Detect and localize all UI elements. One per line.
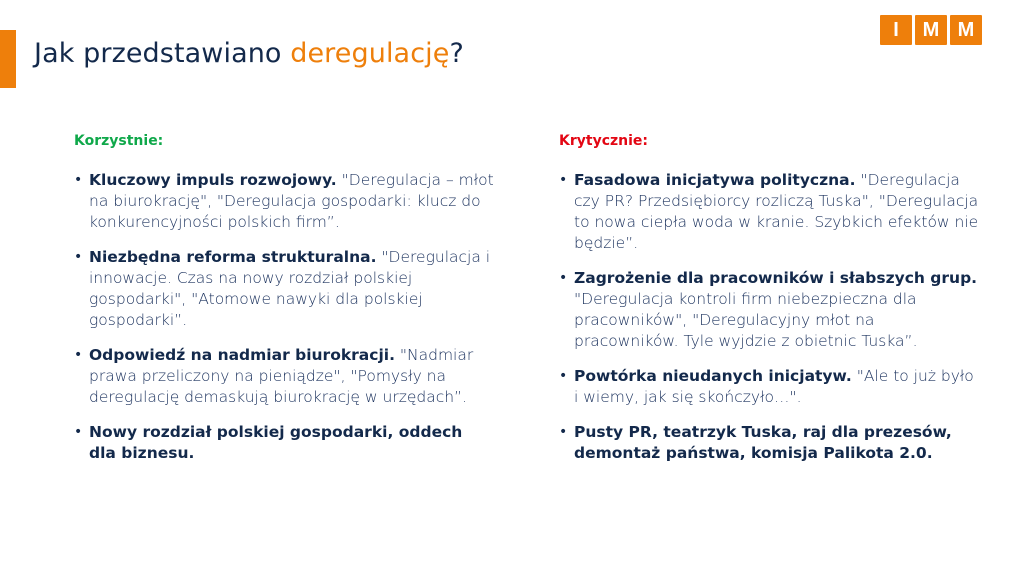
list-item xyxy=(74,345,494,408)
logo-letter-m2: M xyxy=(950,15,982,45)
list-item xyxy=(559,170,979,254)
item-quotes: "Ale to już było i wiemy, jak się skończyło…". xyxy=(574,367,974,406)
positive-list xyxy=(74,170,494,464)
item-quotes: "Nadmiar prawa przeliczony na pieniądze", "Pomysły na deregulację demaskują biurokrację w urzędach”. xyxy=(89,346,474,406)
title-text: Jak przedstawiano xyxy=(34,38,291,69)
item-lead: Fasadowa inicjatywa polityczna. xyxy=(574,171,856,189)
title-question-mark: ? xyxy=(449,38,464,69)
negative-list xyxy=(559,170,979,464)
list-item xyxy=(559,268,979,352)
item-lead: Odpowiedź na nadmiar biurokracji. xyxy=(89,346,395,364)
item-lead: Niezbędna reforma strukturalna. xyxy=(89,248,377,266)
item-quotes: "Deregulacja kontroli firm niebezpieczna dla pracowników", "Deregulacyjny młot na pracowników. Tyle wyjdzie z obietnic Tuska”. xyxy=(574,290,918,350)
title-accent-bar xyxy=(0,30,16,88)
item-quotes: "Deregulacja i innowacje. Czas na nowy rozdział polskiej gospodarki", "Atomowe nawyki dla polskiej gospodarki”. xyxy=(89,248,491,329)
list-item xyxy=(559,422,979,464)
imm-logo xyxy=(880,15,982,45)
item-lead: Pusty PR, teatrzyk Tuska, raj dla prezesów, demontaż państwa, komisja Palikota 2.0. xyxy=(574,423,952,462)
item-lead: Kluczowy impuls rozwojowy. xyxy=(89,171,337,189)
item-quotes: "Deregulacja – młot na biurokrację", "Deregulacja gospodarki: klucz do konkurencyjności polskich firm”. xyxy=(89,171,494,231)
positive-heading: Korzystnie: xyxy=(74,133,164,149)
item-lead: Nowy rozdział polskiej gospodarki, oddech dla biznesu. xyxy=(89,423,463,462)
list-item xyxy=(74,422,494,464)
list-item xyxy=(74,247,494,331)
item-quotes: "Deregulacja czy PR? Przedsiębiorcy rozliczą Tuska", "Deregulacja to nowa ciepła woda w kranie. Szybkich efektów nie będzie”. xyxy=(574,171,979,252)
list-item xyxy=(74,170,494,233)
negative-heading: Krytycznie: xyxy=(559,133,649,149)
list-item xyxy=(559,366,979,408)
logo-letter-m1: M xyxy=(915,15,947,45)
item-lead: Powtórka nieudanych inicjatyw. xyxy=(574,367,852,385)
negative-column xyxy=(559,133,979,478)
positive-column xyxy=(74,133,494,478)
item-lead: Zagrożenie dla pracowników i słabszych grup. xyxy=(574,269,978,287)
logo-letter-i: I xyxy=(880,15,912,45)
title-highlight: deregulację xyxy=(290,38,450,69)
page-title xyxy=(34,38,464,69)
